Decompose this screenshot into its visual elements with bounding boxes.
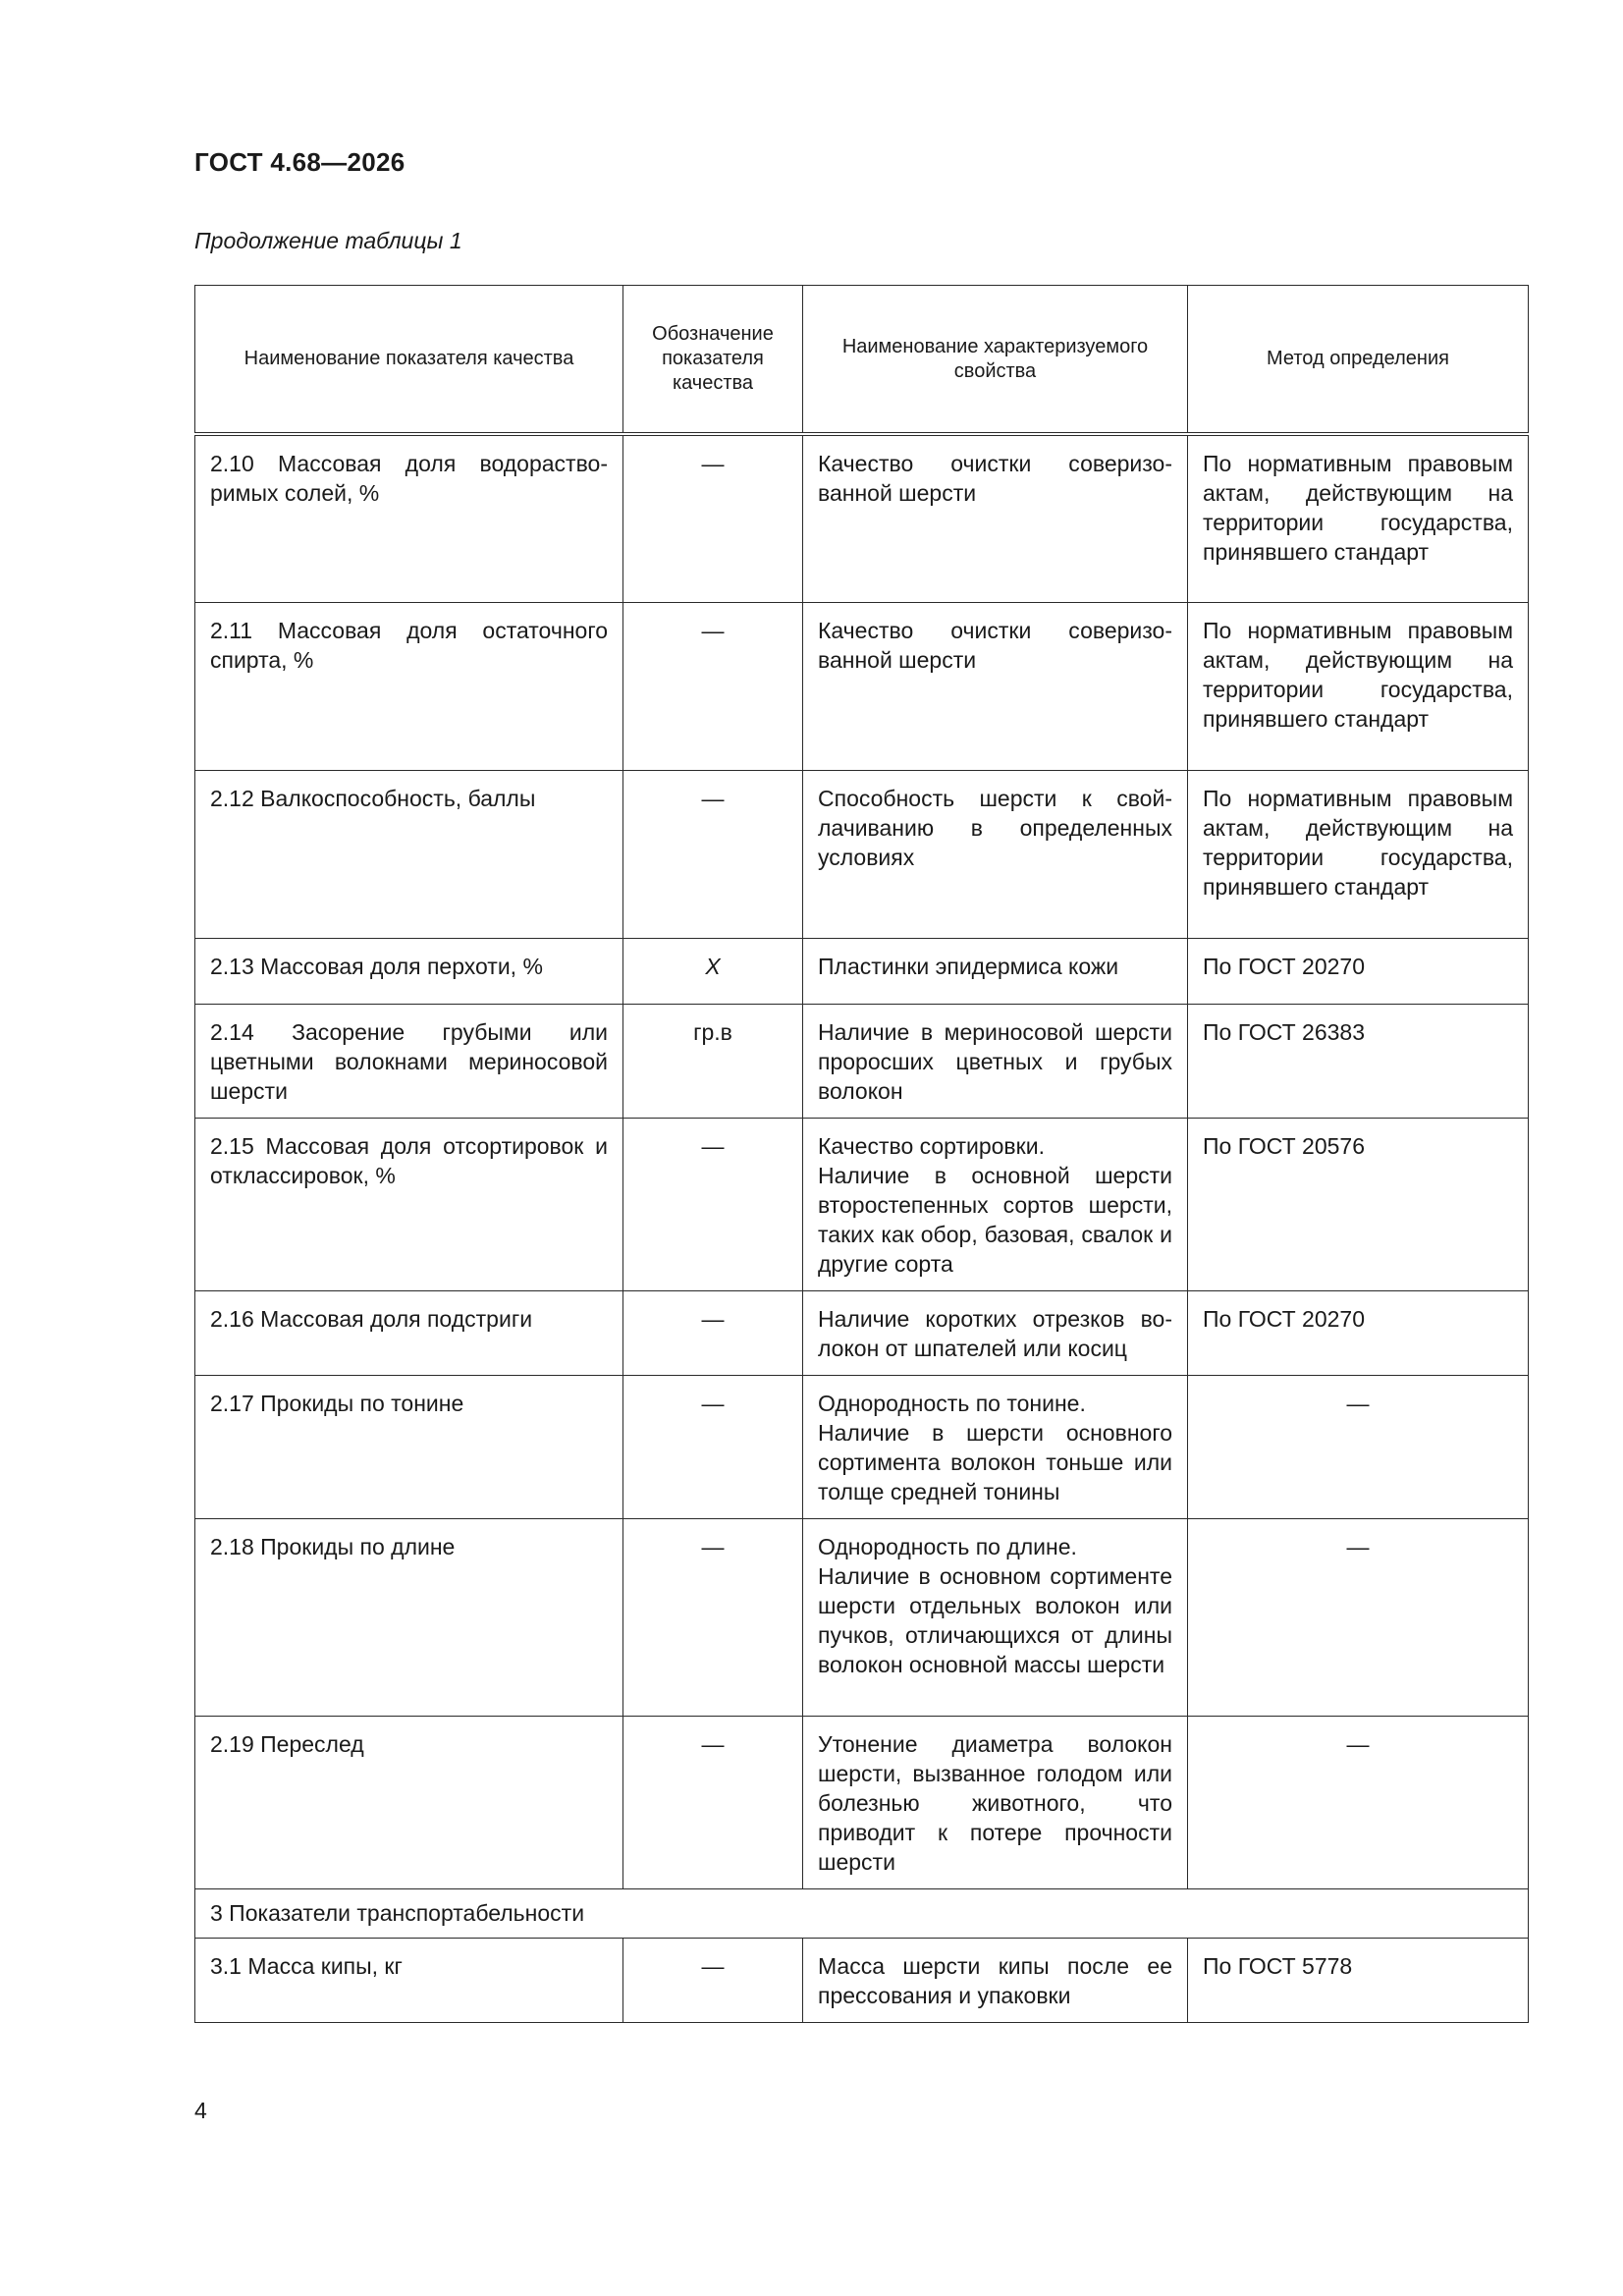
cell-method: По ГОСТ 20270 [1188,938,1529,1004]
table-row [195,1118,1529,1290]
cell-indicator-code: — [623,1375,803,1518]
table-row [195,938,1529,1004]
cell-property: Способность шерсти к свойлачиванию в определенных условиях [803,770,1188,938]
cell-method: По ГОСТ 20576 [1188,1118,1529,1290]
cell-method: По нормативным правовым актам, действующим на территории государства, принявшего стандарт [1188,434,1529,602]
cell-indicator-name: 2.17 Прокиды по тонине [195,1375,623,1518]
cell-indicator-code: — [623,1290,803,1375]
cell-property [803,1518,1188,1716]
cell-indicator-code: — [623,1716,803,1888]
cell-indicator-code: — [623,602,803,770]
cell-method: По нормативным правовым актам, действующим на территории государства, принявшего стандарт [1188,770,1529,938]
table-caption: Продолжение таблицы 1 [194,228,462,253]
property-line: Наличие в шерсти основного сортимента волокон тоньше или толще средней тонины [818,1419,1172,1504]
cell-indicator-name: 2.14 Засорение грубыми или цветными волокнами мериносовой шерсти [195,1004,623,1118]
table-row [195,1290,1529,1375]
cell-method: — [1188,1716,1529,1888]
cell-method: — [1188,1375,1529,1518]
property-line: Наличие в основной шерсти второстепенных сортов шерсти, таких как обор, базовая, свалок и другие сорта [818,1162,1172,1277]
table-row [195,434,1529,602]
table-section-row [195,1888,1529,1938]
page-number: 4 [194,2098,207,2123]
property-line: Наличие в основном сортименте шерсти отдельных волокон или пучков, отличающихся от длины волокон основной массы шерсти [818,1562,1172,1677]
cell-indicator-name: 2.16 Массовая доля подстриги [195,1290,623,1375]
cell-indicator-code: X [623,938,803,1004]
cell-indicator-code: — [623,1938,803,2022]
table-row [195,602,1529,770]
cell-property: Утонение диаметра волокон шерсти, вызванное голодом или болезнью животного, что приводит к потере прочности шерсти [803,1716,1188,1888]
cell-indicator-name: 2.15 Массовая доля отсортировок и отклассировок, % [195,1118,623,1290]
cell-method: — [1188,1518,1529,1716]
column-header-property: Наименование характеризуемого свойства [803,286,1188,435]
table-header-row [195,286,1529,435]
column-header-indicator-name: Наименование показателя качества [195,286,623,435]
cell-indicator-code: — [623,1518,803,1716]
cell-method: По ГОСТ 26383 [1188,1004,1529,1118]
cell-property: Качество очистки соверизованной шерсти [803,602,1188,770]
table-row [195,1004,1529,1118]
cell-method: По ГОСТ 20270 [1188,1290,1529,1375]
cell-indicator-code: — [623,1118,803,1290]
cell-indicator-code: гр.в [623,1004,803,1118]
cell-indicator-name: 2.11 Массовая доля остаточного спирта, % [195,602,623,770]
cell-property: Наличие коротких отрезков волокон от шпателей или косиц [803,1290,1188,1375]
table-row [195,1375,1529,1518]
cell-indicator-name: 3.1 Масса кипы, кг [195,1938,623,2022]
column-header-method: Метод определения [1188,286,1529,435]
property-line: Однородность по длине. [818,1533,1077,1559]
section-title: 3 Показатели транспортабельности [195,1888,1529,1938]
cell-property: Масса шерсти кипы после ее прессования и упаковки [803,1938,1188,2022]
cell-indicator-code: — [623,770,803,938]
table-row [195,770,1529,938]
table-row [195,1716,1529,1888]
cell-method: По ГОСТ 5778 [1188,1938,1529,2022]
table-row [195,1518,1529,1716]
cell-method: По нормативным правовым актам, действующим на территории государства, принявшего стандарт [1188,602,1529,770]
quality-indicators-table [194,285,1529,2023]
cell-property [803,1118,1188,1290]
cell-property: Пластинки эпидермиса кожи [803,938,1188,1004]
cell-property [803,1375,1188,1518]
cell-property: Наличие в мериносовой шерсти проросших цветных и грубых волокон [803,1004,1188,1118]
property-line: Качество сортировки. [818,1132,1045,1159]
table-row [195,1938,1529,2022]
cell-property: Качество очистки соверизованной шерсти [803,434,1188,602]
column-header-indicator-code: Обозначение показателя качества [623,286,803,435]
cell-indicator-name: 2.10 Массовая доля водорастворимых солей, % [195,434,623,602]
document-header: ГОСТ 4.68—2026 [194,147,406,177]
cell-indicator-name: 2.18 Прокиды по длине [195,1518,623,1716]
property-line: Однородность по тонине. [818,1390,1086,1416]
cell-indicator-name: 2.19 Переслед [195,1716,623,1888]
cell-indicator-code: — [623,434,803,602]
cell-indicator-name: 2.13 Массовая доля перхоти, % [195,938,623,1004]
cell-indicator-name: 2.12 Валкоспособность, баллы [195,770,623,938]
